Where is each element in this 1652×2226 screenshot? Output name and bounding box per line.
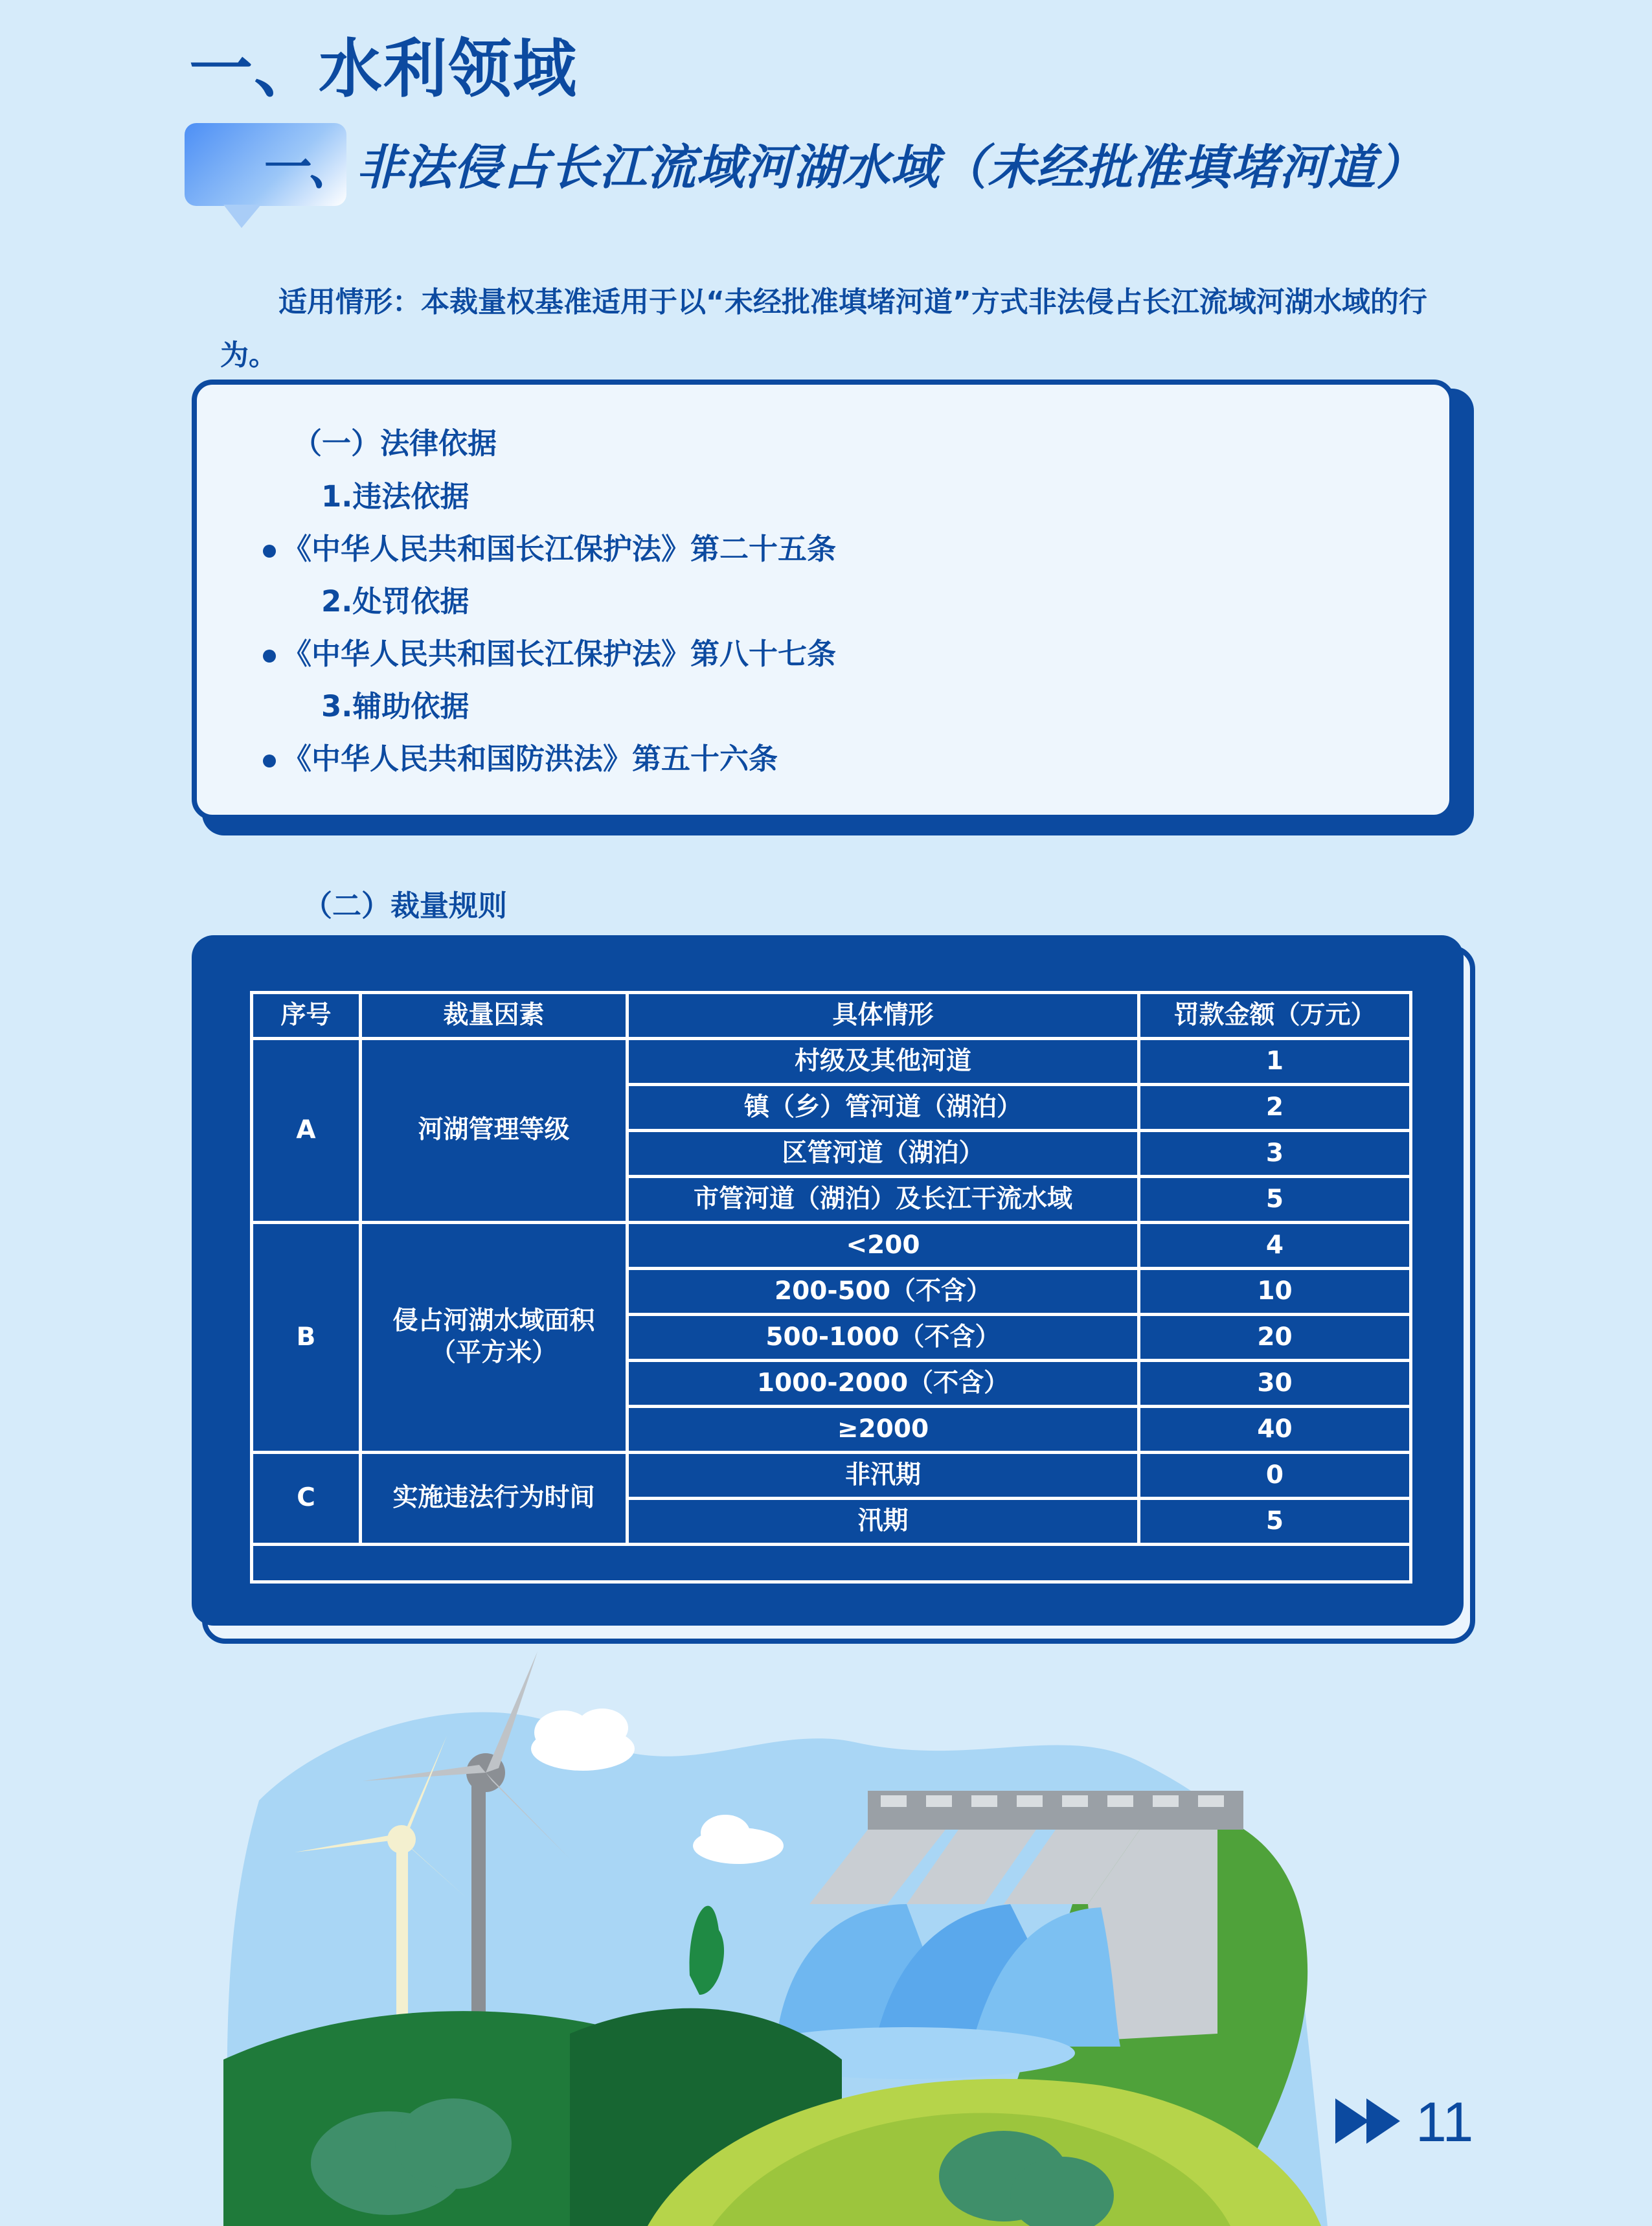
factor-cell: 侵占河湖水域面积（平方米） (361, 1223, 628, 1453)
legal-basis-citation (263, 735, 778, 777)
table-header-cell: 序号 (252, 993, 361, 1039)
case-cell: ≥2000 (628, 1407, 1139, 1453)
case-cell: 非汛期 (628, 1453, 1139, 1499)
table-row (252, 1039, 1411, 1085)
legal-basis-subheading: 1.违法依据 (321, 479, 470, 514)
table-header-cell: 裁量因素 (361, 993, 628, 1039)
bullet-dot-icon (263, 650, 276, 663)
case-cell: 汛期 (628, 1499, 1139, 1545)
table-row (252, 1453, 1411, 1499)
page-heading: 一、水利领域 (189, 32, 578, 106)
rules-heading: （二）裁量规则 (303, 889, 508, 923)
page-number: 11 (1416, 2091, 1474, 2153)
legal-basis-subheading: 3.辅助依据 (321, 689, 470, 723)
page-forward-arrows-icon (1335, 2098, 1407, 2144)
bullet-dot-icon (263, 545, 276, 558)
factor-cell: 实施违法行为时间 (361, 1453, 628, 1545)
table-row (252, 1223, 1411, 1269)
legal-basis-heading: （一）法律依据 (293, 426, 497, 460)
fine-cell: 5 (1139, 1177, 1411, 1223)
table-blank-row (252, 1545, 1411, 1582)
case-cell: 镇（乡）管河道（湖泊） (628, 1085, 1139, 1131)
bullet-dot-icon (263, 755, 276, 767)
case-cell: 村级及其他河道 (628, 1039, 1139, 1085)
fine-cell: 40 (1139, 1407, 1411, 1453)
citation-text: 《中华人民共和国防洪法》第五十六条 (282, 742, 778, 776)
case-cell: 区管河道（湖泊） (628, 1131, 1139, 1177)
table-header-cell: 罚款金额（万元） (1139, 993, 1411, 1039)
intro-paragraph: 适用情形：本裁量权基准适用于以“未经批准填堵河道”方式非法侵占长江流域河湖水域的行为。 (220, 286, 1427, 372)
case-cell: 1000-2000（不含） (628, 1361, 1139, 1407)
fine-cell: 4 (1139, 1223, 1411, 1269)
case-cell: 市管河道（湖泊）及长江干流水域 (628, 1177, 1139, 1223)
citation-text: 《中华人民共和国长江保护法》第二十五条 (282, 532, 837, 566)
fine-cell: 3 (1139, 1131, 1411, 1177)
legal-basis-subheading: 2.处罚依据 (321, 584, 470, 619)
fine-cell: 30 (1139, 1361, 1411, 1407)
fine-cell: 0 (1139, 1453, 1411, 1499)
factor-cell: 河湖管理等级 (361, 1039, 628, 1223)
group-code-cell: A (252, 1039, 361, 1223)
fine-cell: 10 (1139, 1269, 1411, 1315)
fine-cell: 1 (1139, 1039, 1411, 1085)
legal-basis-citation (263, 630, 836, 672)
table-header-row (252, 993, 1411, 1039)
citation-text: 《中华人民共和国长江保护法》第八十七条 (282, 637, 837, 671)
group-code-cell: C (252, 1453, 361, 1545)
case-cell: 200-500（不含） (628, 1269, 1139, 1315)
case-cell: <200 (628, 1223, 1139, 1269)
section-title: 一、非法侵占长江流域河湖水域（未经批准填堵河道） (259, 140, 1425, 196)
rules-table (250, 991, 1412, 1584)
table-header-cell: 具体情形 (628, 993, 1139, 1039)
legal-basis-citation (263, 525, 836, 567)
case-cell: 500-1000（不含） (628, 1315, 1139, 1361)
fine-cell: 20 (1139, 1315, 1411, 1361)
fine-cell: 2 (1139, 1085, 1411, 1131)
fine-cell: 5 (1139, 1499, 1411, 1545)
blank-cell (252, 1545, 1411, 1582)
group-code-cell: B (252, 1223, 361, 1453)
